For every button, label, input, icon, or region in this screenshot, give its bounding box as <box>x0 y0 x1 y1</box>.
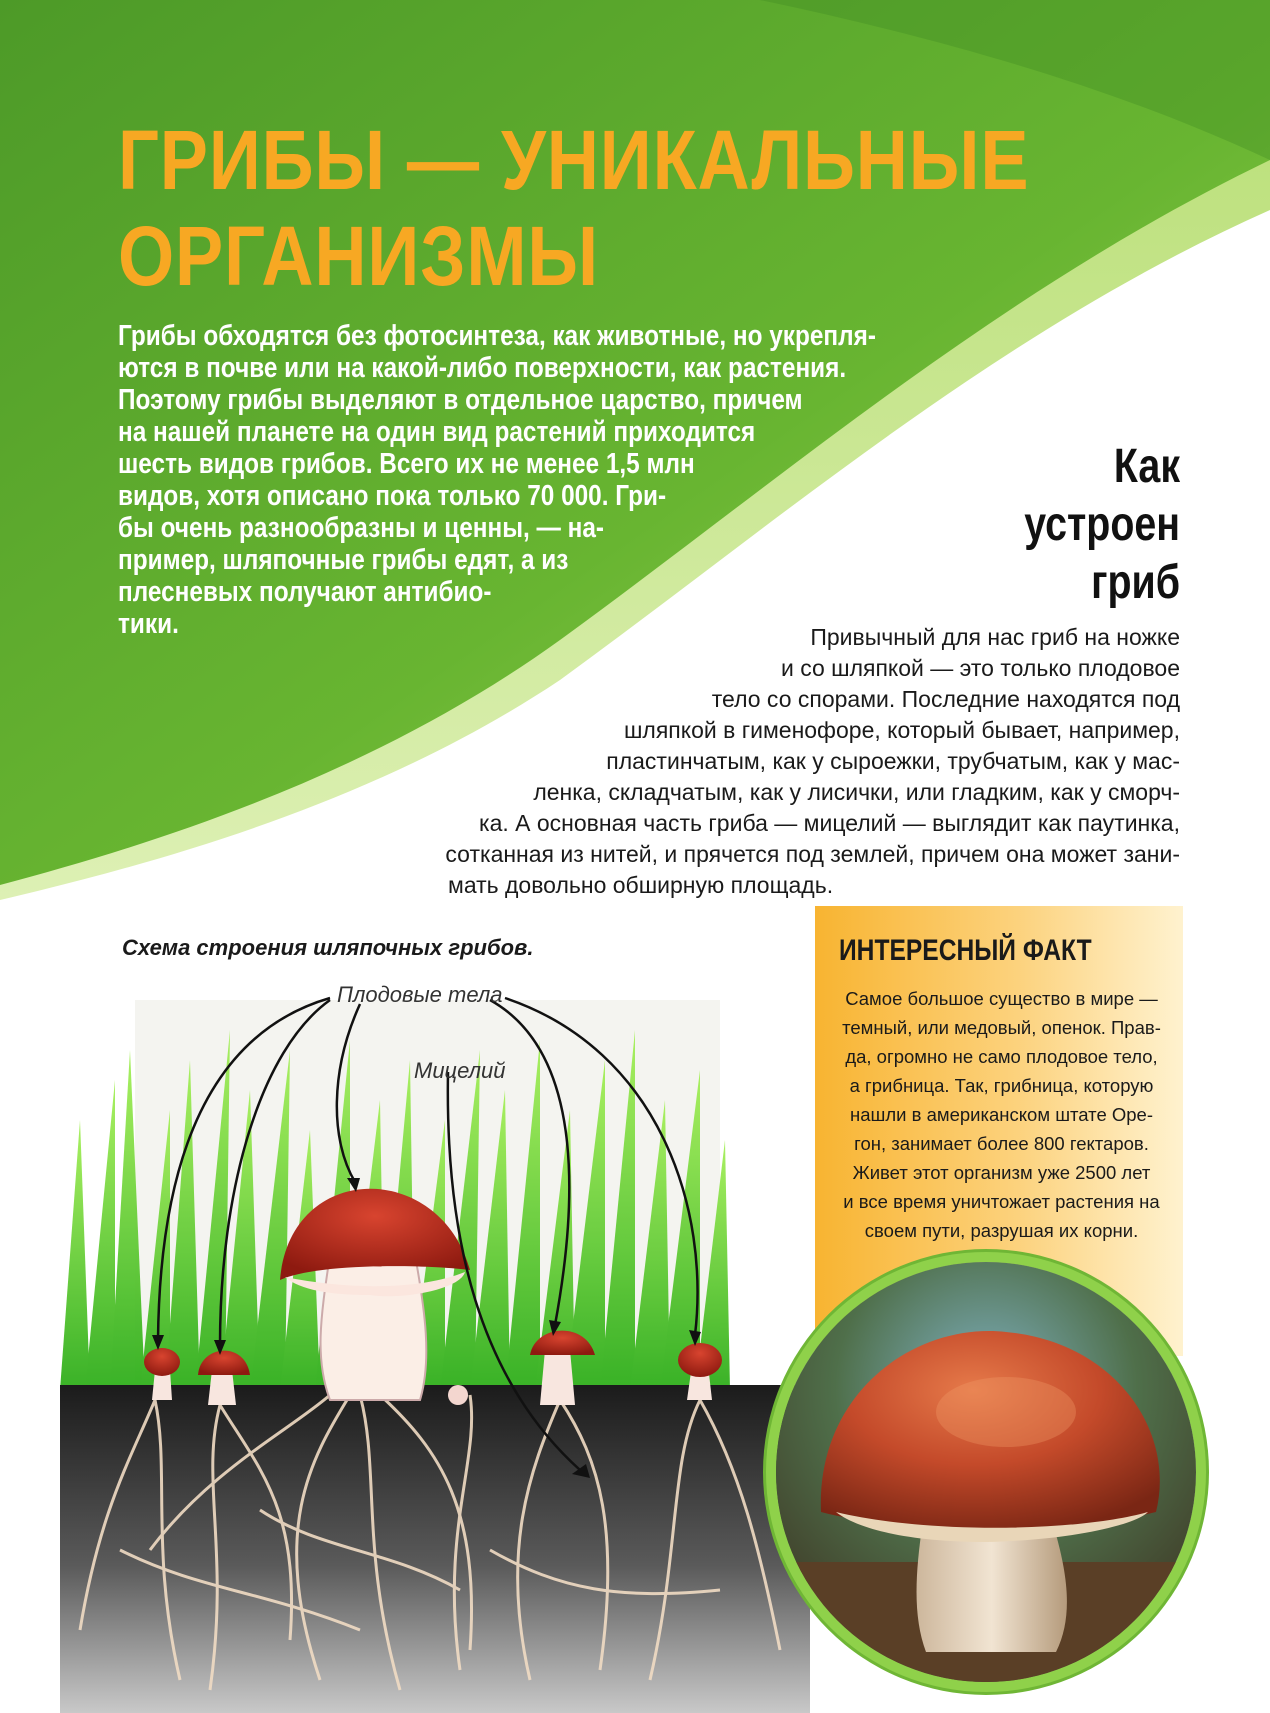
intro-line: пример, шляпочные грибы едят, а из <box>118 544 569 576</box>
intro-line: тики. <box>118 608 179 640</box>
body-line: сотканная из нитей, и прячется под землей, причем она может зани- <box>445 841 1180 867</box>
fact-line: нашли в американском штате Оре- <box>849 1104 1154 1125</box>
intro-line: Грибы обходятся без фотосинтеза, как животные, но укрепля- <box>118 320 876 352</box>
intro-line: Поэтому грибы выделяют в отдельное царство, причем <box>118 384 803 416</box>
body-line: ленка, складчатым, как у лисички, или гладким, как у сморч- <box>533 779 1180 805</box>
label-mycelium: Мицелий <box>414 1058 506 1083</box>
body-line: шляпкой в гименофоре, который бывает, например, <box>623 717 1180 743</box>
body-line: мать довольно обширную площадь. <box>448 872 834 898</box>
fact-line: и все время уничтожает растения на <box>843 1191 1160 1212</box>
mushroom-photo <box>776 1262 1196 1682</box>
page-title <box>118 112 1064 304</box>
intro-line: бы очень разнообразны и ценны, — на- <box>118 512 605 544</box>
section-heading <box>1024 438 1180 612</box>
intro-line: на нашей планете на один вид растений приходится <box>118 416 756 448</box>
body-line: и со шляпкой — это только плодовое <box>780 655 1180 681</box>
intro-line: шесть видов грибов. Всего их не менее 1,5 млн <box>118 448 695 480</box>
body-line: Привычный для нас гриб на ножке <box>810 624 1180 650</box>
intro-line: ются в почве или на какой-либо поверхности, как растения. <box>118 352 847 384</box>
diagram-caption: Схема строения шляпочных грибов. <box>122 935 534 960</box>
intro-line: плесневых получают антибио- <box>118 576 492 608</box>
heading-line: Как <box>1113 440 1180 493</box>
heading-line: устроен <box>1024 498 1180 551</box>
body-line: тело со спорами. Последние находятся под <box>711 686 1180 712</box>
intro-line: видов, хотя описано пока только 70 000. Гри- <box>118 480 667 512</box>
mushroom-diagram <box>60 990 810 1713</box>
fact-line: а грибница. Так, грибница, которую <box>849 1075 1154 1096</box>
fact-line: да, огромно не само плодовое тело, <box>845 1046 1158 1067</box>
tiny-mushroom-icon <box>448 1385 468 1405</box>
heading-line: гриб <box>1091 556 1180 609</box>
label-fruiting-bodies: Плодовые тела <box>337 982 503 1007</box>
body-line: пластинчатым, как у сыроежки, трубчатым, как у мас- <box>606 748 1180 774</box>
title-line-1: ГРИБЫ — УНИКАЛЬНЫЕ <box>118 113 1030 207</box>
fact-line: темный, или медовый, опенок. Прав- <box>842 1017 1161 1038</box>
fact-line: Самое большое существо в мире — <box>845 988 1158 1009</box>
fact-line: Живет этот организм уже 2500 лет <box>852 1162 1151 1183</box>
title-line-2: ОРГАНИЗМЫ <box>118 209 599 303</box>
fact-title: ИНТЕРЕСНЫЙ ФАКТ <box>839 934 1092 967</box>
body-line: ка. А основная часть гриба — мицелий — выглядит как паутинка, <box>479 810 1180 836</box>
fact-line: своем пути, разрушая их корни. <box>864 1220 1139 1241</box>
fact-line: гон, занимает более 800 гектаров. <box>854 1133 1149 1154</box>
